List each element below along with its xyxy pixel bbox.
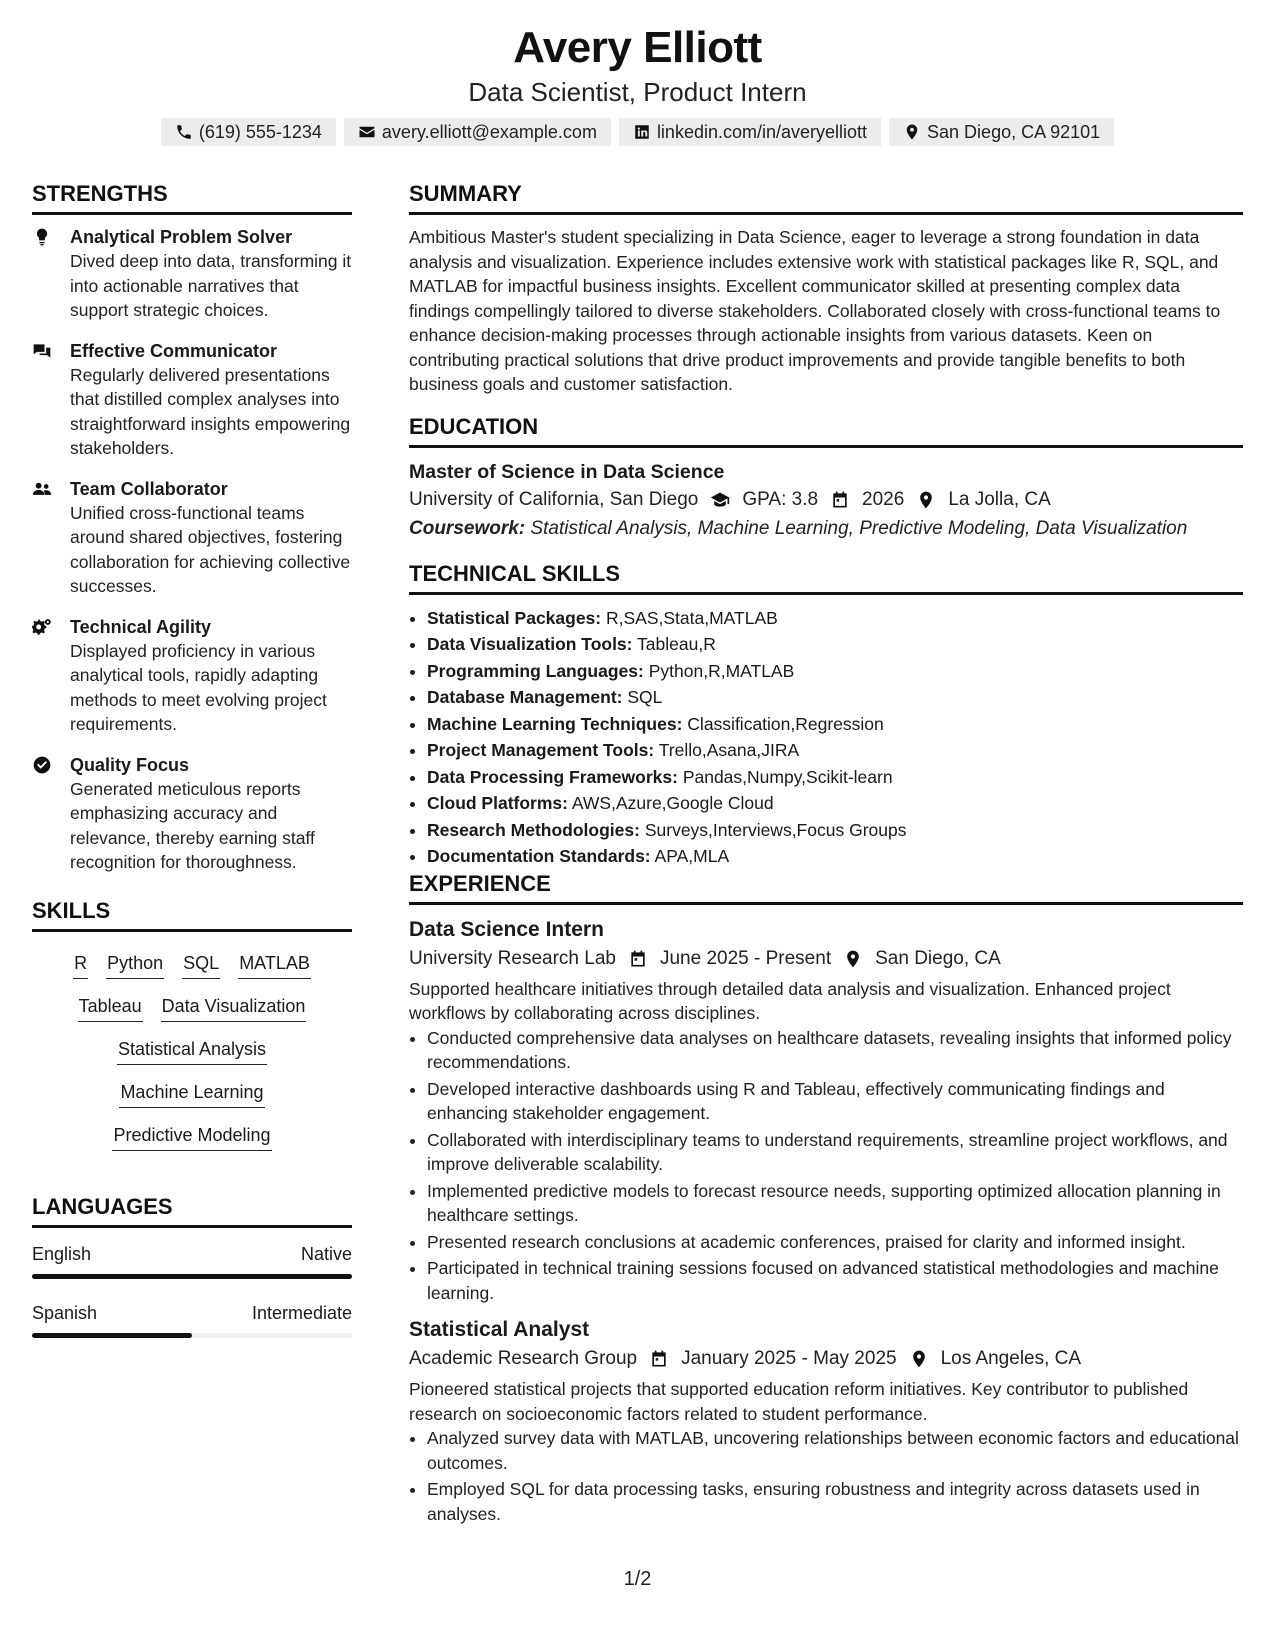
skill-tag: Predictive Modeling [112, 1122, 271, 1151]
map-marker-icon [903, 123, 921, 141]
strength-item [32, 339, 352, 461]
language-bar [32, 1274, 352, 1279]
contact-phone[interactable]: (619) 555-1234 [161, 118, 336, 146]
candidate-name: Avery Elliott [513, 23, 762, 72]
list-item: • Data Visualization Tools: Tableau,R [427, 631, 1243, 658]
strength-desc: Dived deep into data, transforming it into actionable narratives that support strategic choices. [70, 251, 352, 320]
skill-tag: Statistical Analysis [117, 1036, 267, 1065]
list-item: • Implemented predictive models to forecast resource needs, supporting optimized allocation planning in healthcare settings. [427, 1179, 1243, 1228]
language-bar [32, 1333, 352, 1338]
job-meta [409, 1345, 1243, 1373]
job-dates: June 2025 - Present [659, 947, 832, 969]
strength-desc: Generated meticulous reports emphasizing accuracy and relevance, thereby earning staff recognition for thoroughness. [70, 778, 315, 872]
language-level: Intermediate [251, 1302, 352, 1323]
language-level: Native [300, 1243, 352, 1264]
strength-desc: Unified cross-functional teams around shared objectives, fostering collaboration for achieving collective successes. [70, 502, 351, 596]
skill-tag: Machine Learning [119, 1079, 264, 1108]
list-item: • Collaborated with interdisciplinary teams to understand requirements, streamline project workflows, and improve deliverable scalability. [427, 1128, 1243, 1177]
languages-heading: LANGUAGES [32, 1193, 352, 1228]
strength-title: Team Collaborator [70, 478, 228, 499]
page-number: 1/2 [623, 1568, 652, 1590]
summary-text: Ambitious Master's student specializing in Data Science, eager to leverage a strong foundation in data analysis and visualization. Experience includes extensive work with statistical packages like R, SQL, and MATLAB for impactful business insights. Excellent communicator skilled at presenting complex data findings compellingly tailored to diverse stakeholders. Collaborated closely with cross-functional teams to enhance decision-making processes through actionable insights from various datasets. Keen on contributing practical solutions that drive product improvements and provide tangible benefits to both business goals and customer satisfaction. [409, 227, 1221, 394]
list-item: • Conducted comprehensive data analyses on healthcare datasets, revealing insights that informed policy recommendations. [427, 1026, 1243, 1075]
list-item: • Documentation Standards: APA,MLA [427, 843, 1243, 870]
calendar-icon [628, 949, 648, 969]
degree-title: Master of Science in Data Science [409, 460, 725, 483]
strength-title: Quality Focus [70, 754, 190, 775]
list-item: • Data Processing Frameworks: Pandas,Numpy,Scikit-learn [427, 764, 1243, 791]
graduation-year: 2026 [862, 488, 905, 510]
job-summary: Pioneered statistical projects that supported education reform initiatives. Key contributor to published research on socioeconomic factors related to student performance. [409, 1379, 1189, 1424]
resume-header [0, 22, 1275, 146]
language-row [32, 1301, 352, 1325]
language-name: Spanish [32, 1302, 98, 1323]
list-item: • Employed SQL for data processing tasks, ensuring robustness and integrity across datasets used in analyses. [427, 1477, 1243, 1526]
list-item: • Participated in technical training sessions focused on advanced statistical methodologies and machine learning. [427, 1256, 1243, 1305]
skill-tag: Data Visualization [161, 993, 307, 1022]
job-location: San Diego, CA [875, 947, 1001, 969]
job-location: Los Angeles, CA [940, 1348, 1082, 1369]
technical-skills-heading: TECHNICAL SKILLS [409, 560, 1243, 595]
skill-tag: Python [106, 950, 164, 979]
calendar-icon [830, 490, 850, 510]
strength-item [32, 225, 352, 323]
users-icon [32, 479, 52, 499]
strength-item [32, 615, 352, 737]
map-marker-icon [909, 1349, 929, 1369]
experience-heading: EXPERIENCE [409, 870, 1243, 905]
skill-tag: Tableau [78, 993, 143, 1022]
language-bar-fill [32, 1274, 352, 1279]
list-item: • Developed interactive dashboards using R and Tableau, effectively communicating findings and enhancing stakeholder engagement. [427, 1077, 1243, 1126]
right-column [409, 180, 1243, 1528]
coursework-label: Coursework: [409, 517, 526, 539]
strength-item [32, 753, 352, 875]
job-entry [409, 1315, 1243, 1526]
map-marker-icon [916, 490, 936, 510]
list-item: • Programming Languages: Python,R,MATLAB [427, 658, 1243, 685]
list-item: • Research Methodologies: Surveys,Interviews,Focus Groups [427, 817, 1243, 844]
language-name: English [32, 1243, 92, 1264]
technical-skills-list [409, 605, 1243, 870]
job-bullets [409, 1026, 1243, 1306]
list-item: • Statistical Packages: R,SAS,Stata,MATLAB [427, 605, 1243, 632]
graduation-cap-icon [710, 490, 730, 510]
job-entry [409, 915, 1243, 1306]
list-item: • Machine Learning Techniques: Classification,Regression [427, 711, 1243, 738]
skill-tag: R [73, 950, 88, 979]
calendar-icon [649, 1349, 669, 1369]
contact-linkedin[interactable]: linkedin.com/in/averyelliott [619, 118, 881, 146]
list-item: • Project Management Tools: Trello,Asana,JIRA [427, 737, 1243, 764]
envelope-icon [358, 123, 376, 141]
education-heading: EDUCATION [409, 413, 1243, 448]
linkedin-icon [633, 123, 651, 141]
strength-item [32, 477, 352, 599]
contact-bar [0, 118, 1275, 146]
skill-tag: MATLAB [238, 950, 311, 979]
left-column [32, 180, 352, 1360]
check-circle-icon [32, 755, 52, 775]
list-item: • Cloud Platforms: AWS,Azure,Google Cloud [427, 790, 1243, 817]
list-item: • Analyzed survey data with MATLAB, uncovering relationships between economic factors and educational outcomes. [427, 1426, 1243, 1475]
phone-icon [175, 123, 193, 141]
contact-location: San Diego, CA 92101 [889, 118, 1114, 146]
gears-icon [32, 617, 52, 637]
coursework-list: Statistical Analysis, Machine Learning, Predictive Modeling, Data Visualization [530, 517, 1188, 539]
summary-heading: SUMMARY [409, 180, 1243, 215]
school-name: University of California, San Diego [409, 488, 699, 510]
gpa: GPA: 3.8 [742, 488, 819, 510]
job-summary: Supported healthcare initiatives through detailed data analysis and visualization. Enhanced project workflows by collaborating across disciplines. [409, 978, 1171, 1023]
job-title: Data Science Intern [409, 917, 604, 941]
job-dates: January 2025 - May 2025 [681, 1348, 897, 1369]
strengths-heading: STRENGTHS [32, 180, 352, 215]
job-bullets [409, 1426, 1243, 1526]
language-bar-fill [32, 1333, 192, 1338]
education-meta [409, 486, 1243, 514]
lightbulb-icon [32, 227, 52, 247]
job-title: Statistical Analyst [409, 1318, 590, 1341]
strength-desc: Displayed proficiency in various analytical tools, rapidly adapting methods to meet evolving project requirements. [70, 640, 327, 734]
list-item: • Database Management: SQL [427, 684, 1243, 711]
job-meta [409, 945, 1243, 973]
language-row [32, 1242, 352, 1266]
contact-email[interactable]: avery.elliott@example.com [344, 118, 611, 146]
strength-desc: Regularly delivered presentations that distilled complex analyses into straightforward insights empowering stakeholders. [70, 364, 351, 458]
strength-title: Effective Communicator [70, 340, 278, 361]
skills-list [32, 942, 352, 1151]
skills-heading: SKILLS [32, 897, 352, 932]
map-marker-icon [843, 949, 863, 969]
skill-tag: SQL [182, 950, 220, 979]
comments-icon [32, 341, 52, 361]
coursework [409, 514, 1243, 544]
strength-title: Analytical Problem Solver [70, 227, 293, 247]
list-item: • Presented research conclusions at academic conferences, praised for clarity and informed insight. [427, 1230, 1243, 1255]
job-org: Academic Research Group [409, 1348, 638, 1369]
job-org: University Research Lab [409, 947, 616, 969]
candidate-title: Data Scientist, Product Intern [468, 77, 807, 107]
school-location: La Jolla, CA [948, 488, 1051, 510]
strength-title: Technical Agility [70, 616, 212, 637]
